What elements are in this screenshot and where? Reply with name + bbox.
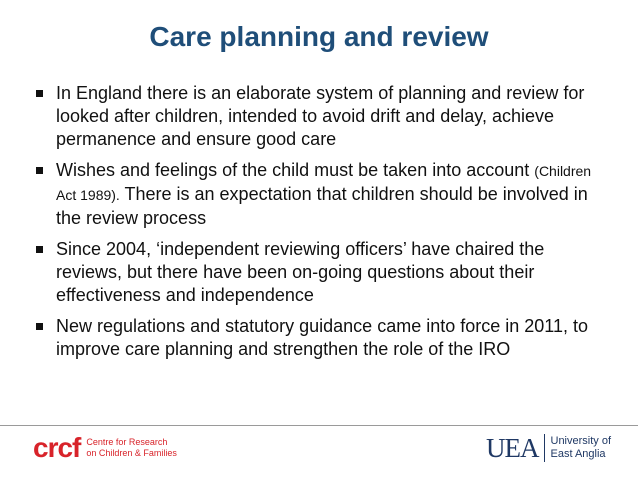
uea-logo-divider bbox=[544, 434, 545, 462]
uea-logo-line1: University of bbox=[550, 435, 612, 447]
bullet-text: New regulations and statutory guidance came into force in 2011, to improve care planning and strengthen the role of the IRO bbox=[56, 316, 588, 359]
crcf-logo-line1: Centre for Research bbox=[86, 437, 168, 447]
square-bullet-icon bbox=[36, 246, 43, 253]
crcf-logo-text bbox=[86, 437, 177, 459]
footer-divider bbox=[0, 425, 638, 426]
legal-citation: (Children Act 1989). bbox=[56, 163, 592, 203]
bullet-list bbox=[34, 82, 614, 369]
bullet-text: Since 2004, ‘independent reviewing officers’ have chaired the reviews, but there have been on-going questions about their effectiveness and independence bbox=[56, 239, 545, 305]
square-bullet-icon bbox=[36, 167, 43, 174]
bullet-item bbox=[34, 238, 614, 307]
uea-logo-mark: UEA bbox=[486, 433, 539, 463]
uea-logo-text bbox=[551, 435, 612, 461]
bullet-text-continued: There is an expectation that children should be involved in the review process bbox=[56, 184, 588, 228]
square-bullet-icon bbox=[36, 90, 43, 97]
bullet-item bbox=[34, 159, 614, 230]
crcf-logo-line2: on Children & Families bbox=[86, 448, 177, 458]
uea-logo-line2: East Anglia bbox=[550, 448, 606, 460]
uea-logo bbox=[486, 433, 611, 463]
square-bullet-icon bbox=[36, 323, 43, 330]
bullet-text: Wishes and feelings of the child must be taken into account bbox=[56, 160, 535, 180]
bullet-item bbox=[34, 82, 614, 151]
bullet-item bbox=[34, 315, 614, 361]
crcf-logo bbox=[33, 433, 177, 463]
bullet-text: In England there is an elaborate system of planning and review for looked after children, intended to avoid drift and delay, achieve permanence and ensure good care bbox=[56, 83, 585, 149]
slide-title: Care planning and review bbox=[149, 21, 489, 52]
crcf-logo-mark: crcf bbox=[33, 432, 81, 463]
